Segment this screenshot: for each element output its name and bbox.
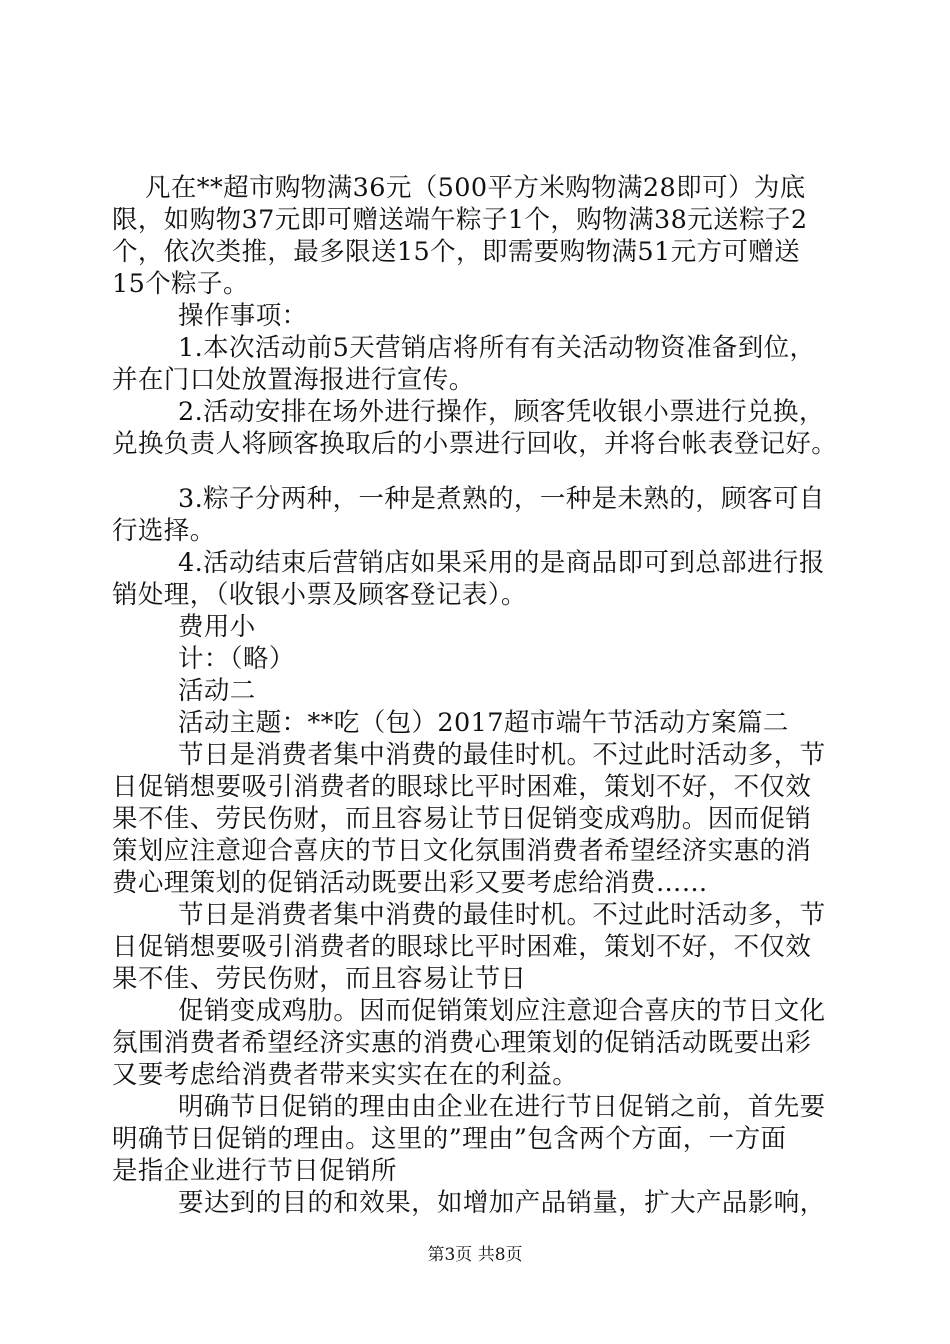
- text-line: 果不佳、劳民伤财，而且容易让节日: [112, 964, 527, 994]
- text-line: 促销变成鸡肋。因而促销策划应注意迎合喜庆的节日文化: [178, 996, 826, 1026]
- text-line: 1.本次活动前5天营销店将所有有关活动物资准备到位，: [178, 333, 816, 363]
- page-indicator: 第3页 共8页: [427, 1245, 523, 1265]
- text-line: 3.粽子分两种，一种是煮熟的，一种是未熟的，顾客可自: [178, 484, 825, 514]
- text-line: 并在门口处放置海报进行宣传。: [112, 365, 475, 395]
- text-line: 2.活动安排在场外进行操作，顾客凭收银小票进行兑换，: [178, 397, 825, 427]
- text-line: 又要考虑给消费者带来实实在在的利益。: [112, 1060, 579, 1090]
- text-line: 费用小: [178, 612, 256, 642]
- text-line: 日促销想要吸引消费者的眼球比平时困难，策划不好，不仅效: [112, 772, 812, 802]
- text-line: 个，依次类推，最多限送15个，即需要购物满51元方可赠送: [112, 237, 801, 267]
- text-line: 策划应注意迎合喜庆的节日文化氛围消费者希望经济实惠的消: [112, 836, 812, 866]
- text-line: 节日是消费者集中消费的最佳时机。不过此时活动多，节: [178, 740, 826, 770]
- section-heading: 活动主题：**吃（包）2017超市端午节活动方案篇二: [178, 708, 789, 738]
- text-line: 明确节日促销的理由。这里的”理由”包含两个方面，一方面: [112, 1124, 787, 1154]
- text-line: 节日是消费者集中消费的最佳时机。不过此时活动多，节: [178, 900, 826, 930]
- text-line: 日促销想要吸引消费者的眼球比平时困难，策划不好，不仅效: [112, 932, 812, 962]
- section-heading: 活动二: [178, 676, 256, 706]
- text-line: 费心理策划的促销活动既要出彩又要考虑给消费……: [112, 868, 708, 898]
- text-line: 果不佳、劳民伤财，而且容易让节日促销变成鸡肋。因而促销: [112, 804, 812, 834]
- section-heading: 操作事项：: [178, 301, 308, 331]
- text-line: 兑换负责人将顾客换取后的小票进行回收，并将台帐表登记好。: [112, 429, 838, 459]
- text-line: 4.活动结束后营销店如果采用的是商品即可到总部进行报: [178, 548, 825, 578]
- text-line: 凡在**超市购物满36元（500平方米购物满28即可）为底: [145, 173, 806, 203]
- text-line: 要达到的目的和效果，如增加产品销量，扩大产品影响，: [178, 1188, 826, 1218]
- text-line: 15个粽子。: [112, 269, 249, 299]
- text-line: 销处理，（收银小票及顾客登记表）。: [112, 580, 527, 610]
- text-line: 氛围消费者希望经济实惠的消费心理策划的促销活动既要出彩: [112, 1028, 812, 1058]
- text-line: 明确节日促销的理由由企业在进行节日促销之前，首先要: [178, 1092, 826, 1122]
- text-line: 计：（略）: [178, 644, 295, 674]
- text-line: 限，如购物37元即可赠送端午粽子1个，购物满38元送粽子2: [112, 205, 808, 235]
- page-footer: [0, 1244, 950, 1266]
- text-line: 行选择。: [112, 516, 216, 546]
- text-line: 是指企业进行节日促销所: [112, 1156, 397, 1186]
